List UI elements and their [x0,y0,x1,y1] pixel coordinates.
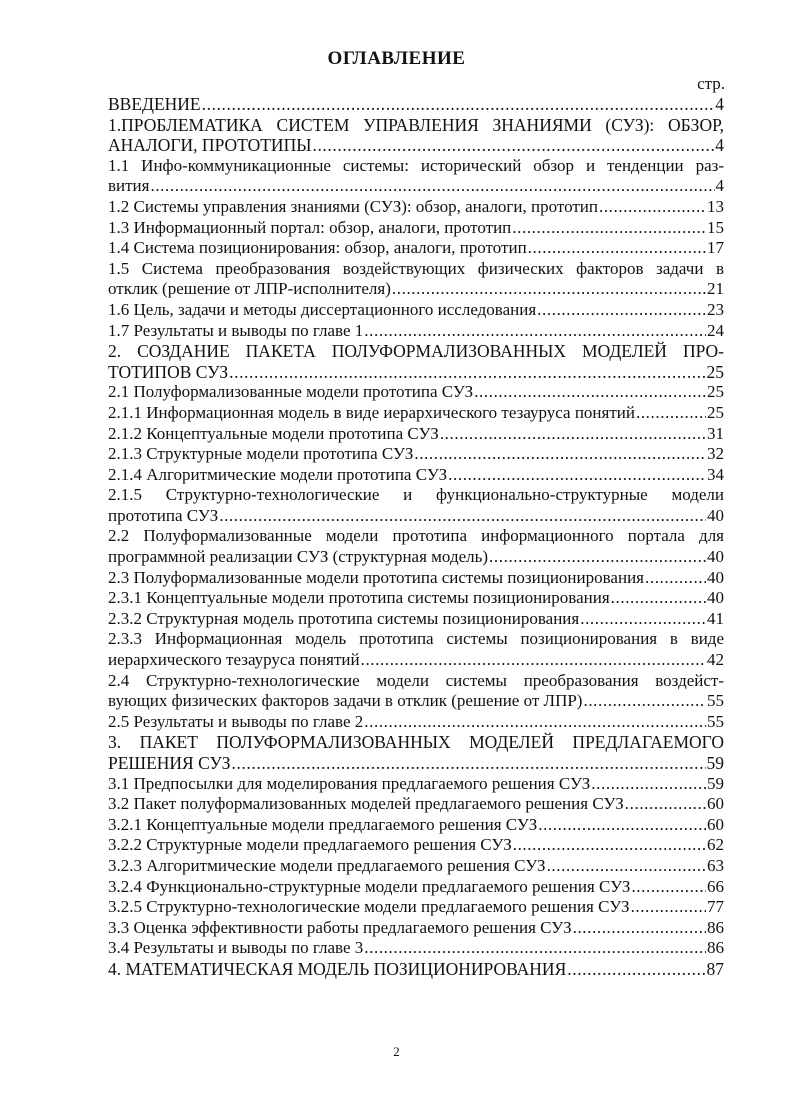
toc-entry[interactable] [108,238,724,259]
toc-entry[interactable] [108,526,724,567]
toc-entry-line [108,609,724,630]
toc-entry[interactable] [108,588,724,609]
toc-entry-line [108,938,724,959]
toc-entry[interactable] [108,877,724,898]
toc-entry-page: 60 [707,794,724,814]
toc-entry-page: 55 [707,691,724,711]
dot-leader [537,300,706,321]
toc-entry-page: 77 [707,897,724,917]
toc-entry-title: отклик (решение от ЛПР-исполнителя) [108,279,391,299]
toc-entry[interactable] [108,732,724,773]
toc-entry[interactable] [108,444,724,465]
toc-entry-title: программной реализации СУЗ (структурная модель) [108,547,489,567]
toc-entry-page: 40 [707,567,724,587]
toc-entry[interactable] [108,897,724,918]
toc-entry-page: 40 [707,505,724,525]
toc-entry[interactable] [108,424,724,445]
toc-entry-line [108,135,724,156]
toc-entry-page: 55 [707,711,724,731]
toc-entry[interactable] [108,712,724,733]
toc-entry[interactable] [108,856,724,877]
dot-leader [573,918,706,939]
toc-entry-page: 32 [707,444,724,464]
toc-entry-line [108,794,724,815]
toc-entry[interactable] [108,918,724,939]
toc-entry-page: 21 [707,279,724,299]
toc-entry-page: 34 [707,464,724,484]
toc-entry[interactable] [108,938,724,959]
toc-entry-page: 25 [706,361,724,382]
toc-entry-line [108,835,724,856]
toc-entry[interactable] [108,321,724,342]
toc-entry-line [108,444,724,465]
dot-leader [547,856,706,877]
toc-entry-title: 1.2 Системы управления знаниями (СУЗ): обзор, аналоги, прототип [108,196,598,216]
toc-entry-line [108,403,724,424]
toc-entry-page: 87 [706,958,724,979]
toc-entry-page: 62 [707,835,724,855]
dot-leader [645,568,706,589]
toc-entry-line [108,238,724,259]
toc-entry-line [108,424,724,445]
toc-entry-title: прототипа СУЗ [108,505,219,525]
toc-entry[interactable] [108,115,724,156]
toc-entry-line [108,94,724,115]
toc-entry-title: 2.1.2 Концептуальные модели прототипа СУЗ [108,423,439,443]
toc-entry-page: 4 [715,135,724,156]
toc-entry-title: 3.2.3 Алгоритмические модели предлагаемого решения СУЗ [108,855,546,875]
toc-entry[interactable] [108,485,724,526]
toc-entry-line [108,176,724,197]
toc-entry-page: 17 [707,238,724,258]
dot-leader [448,465,706,486]
toc-entry-page: 13 [707,196,724,216]
dot-leader [599,197,706,218]
toc-entry-line [108,815,724,836]
toc-entry[interactable] [108,94,724,115]
dot-leader [489,547,706,568]
toc-entry-line [108,197,724,218]
dot-leader [631,877,706,898]
toc-entry-page: 25 [707,402,724,422]
toc-entry[interactable] [108,156,724,197]
dot-leader [219,506,706,527]
toc-entry[interactable] [108,403,724,424]
toc-entry-line [108,712,724,733]
toc-entry-title: 3.1 Предпосылки для моделирования предлагаемого решения СУЗ [108,773,591,793]
dot-leader [474,382,706,403]
toc-entry-page: 63 [707,855,724,875]
toc-entry-title: 3.2.5 Структурно-технологические модели предлагаемого решения СУЗ [108,897,630,917]
toc-entry[interactable] [108,341,724,382]
dot-leader [150,176,714,197]
toc-entry-title-line: 2.4 Структурно-технологические модели системы преобразования воздейст- [108,670,724,690]
dot-leader [583,691,706,712]
toc-entry-title: 3.2 Пакет полуформализованных моделей предлагаемого решения СУЗ [108,794,624,814]
toc-entry-page: 42 [707,650,724,670]
toc-entry-line [108,362,724,383]
toc-entry-line [108,959,724,980]
dot-leader [567,959,705,980]
toc-entry-line [108,218,724,239]
toc-entry[interactable] [108,671,724,712]
toc-entry-title: 2.1.4 Алгоритмические модели прототипа СУЗ [108,464,448,484]
dot-leader [591,774,706,795]
toc-entry-title: 2.5 Результаты и выводы по главе 2 [108,711,364,731]
toc-entry-line [108,382,724,403]
toc-entry-page: 24 [707,320,724,340]
dot-leader [528,238,706,259]
toc-entry-title: 3.2.2 Структурные модели предлагаемого решения СУЗ [108,835,512,855]
toc-entry-page: 25 [707,382,724,402]
toc-entry-page: 66 [707,876,724,896]
toc-entry-line [108,588,724,609]
toc-entry[interactable] [108,259,724,300]
toc-entry-line [108,856,724,877]
toc-entry-title: 2.3 Полуформализованные модели прототипа системы позиционирования [108,567,644,587]
toc-entry[interactable] [108,815,724,836]
dot-leader [414,444,706,465]
dot-leader [440,424,706,445]
toc-entry[interactable] [108,959,724,980]
toc-entry-title: 1.7 Результаты и выводы по главе 1 [108,320,364,340]
toc-entry-title: 2.1 Полуформализованные модели прототипа СУЗ [108,382,474,402]
toc-entry-title: 1.6 Цель, задачи и методы диссертационного исследования [108,299,537,319]
toc-entry[interactable] [108,218,724,239]
toc-entry-title: 2.1.1 Информационная модель в виде иерархического тезауруса понятий [108,402,635,422]
toc-entry[interactable] [108,629,724,670]
toc-entry-title-line: 1.5 Система преобразования воздействующих физических факторов задачи в [108,258,724,278]
toc-entry-page: 86 [707,938,724,958]
toc-entry-page: 59 [707,773,724,793]
toc-entry[interactable] [108,794,724,815]
dot-leader [631,897,706,918]
toc-entry[interactable] [108,465,724,486]
toc-entry-title: вития [108,176,150,196]
page-number: 2 [393,1044,400,1059]
toc-entry-title: РЕШЕНИЯ СУЗ [108,753,231,773]
toc-entry-title: иерархического тезауруса понятий [108,650,360,670]
dot-leader [364,712,706,733]
toc-entry-line [108,918,724,939]
toc-entry[interactable] [108,835,724,856]
toc-entry-title-line: 1.ПРОБЛЕМАТИКА СИСТЕМ УПРАВЛЕНИЯ ЗНАНИЯМИ (СУЗ): ОБЗОР, [108,114,724,135]
toc-entry-page: 60 [707,814,724,834]
toc-entry-line [108,691,724,712]
toc-entry-page: 4 [715,176,724,196]
dot-leader [611,588,706,609]
toc-entry-title: 2.3.2 Структурная модель прототипа системы позиционирования [108,608,580,628]
toc-entry-title: 3.3 Оценка эффективности работы предлагаемого решения СУЗ [108,917,572,937]
toc-entry-line [108,650,724,671]
dot-leader [364,938,706,959]
toc-entry[interactable] [108,609,724,630]
toc-entry-line [108,506,724,527]
toc-entry-page: 23 [707,299,724,319]
toc-entry-line [108,547,724,568]
toc-entry-line [108,568,724,589]
page-title: ОГЛАВЛЕНИЕ [327,48,466,69]
toc-entry-title: 1.3 Информационный портал: обзор, аналоги, прототип [108,217,512,237]
toc-entry-line [108,300,724,321]
toc-entry[interactable] [108,197,724,218]
toc-entry-title: 1.4 Система позиционирования: обзор, аналоги, прототип [108,238,527,258]
dot-leader [512,218,706,239]
dot-leader [312,135,714,156]
dot-leader [229,362,705,383]
toc-entry-page: 86 [707,917,724,937]
toc-entry-page: 31 [707,423,724,443]
dot-leader [625,794,706,815]
toc-entry-title: ТОТИПОВ СУЗ [108,361,229,382]
dot-leader [580,609,706,630]
toc-entry-line [108,279,724,300]
toc-entry-title: 3.2.1 Концептуальные модели предлагаемого решения СУЗ [108,814,538,834]
page-column-label: стр. [697,74,725,93]
toc-entry-line [108,753,724,774]
table-of-contents [108,94,724,980]
toc-entry-title-line: 2.1.5 Структурно-технологические и функционально-структурные модели [108,485,724,505]
toc-entry-title-line: 1.1 Инфо-коммуникационные системы: исторический обзор и тенденции раз- [108,155,724,175]
toc-entry-line [108,877,724,898]
toc-entry[interactable] [108,774,724,795]
toc-entry-line [108,465,724,486]
toc-entry[interactable] [108,300,724,321]
dot-leader [202,94,715,115]
dot-leader [513,835,706,856]
dot-leader [392,279,706,300]
dot-leader [231,753,705,774]
toc-entry-title-line: 2.2 Полуформализованные модели прототипа информационного портала для [108,526,724,546]
toc-entry-title: вующих физических факторов задачи в отклик (решение от ЛПР) [108,691,583,711]
toc-entry-page: 40 [707,588,724,608]
toc-entry-title-line: 3. ПАКЕТ ПОЛУФОРМАЛИЗОВАННЫХ МОДЕЛЕЙ ПРЕДЛАГАЕМОГО [108,732,724,753]
dot-leader [636,403,706,424]
toc-entry-page: 41 [707,608,724,628]
toc-entry-title: 2.1.3 Структурные модели прототипа СУЗ [108,444,414,464]
toc-entry[interactable] [108,382,724,403]
toc-entry-line [108,321,724,342]
toc-entry-title: 4. МАТЕМАТИЧЕСКАЯ МОДЕЛЬ ПОЗИЦИОНИРОВАНИЯ [108,958,567,979]
toc-entry-page: 59 [706,753,724,773]
toc-entry-title: 3.4 Результаты и выводы по главе 3 [108,938,364,958]
dot-leader [538,815,706,836]
toc-entry-title-line: 2. СОЗДАНИЕ ПАКЕТА ПОЛУФОРМАЛИЗОВАННЫХ МОДЕЛЕЙ ПРО- [108,341,724,362]
toc-entry-title: 3.2.4 Функционально-структурные модели предлагаемого решения СУЗ [108,876,631,896]
toc-entry-page: 4 [715,94,724,114]
toc-entry-title: ВВЕДЕНИЕ [108,94,201,114]
toc-entry-title: 2.3.1 Концептуальные модели прототипа системы позиционирования [108,588,610,608]
toc-entry-page: 15 [707,217,724,237]
toc-entry-line [108,774,724,795]
toc-entry-title-line: 2.3.3 Информационная модель прототипа системы позиционирования в виде [108,629,724,649]
toc-entry[interactable] [108,568,724,589]
toc-entry-title: АНАЛОГИ, ПРОТОТИПЫ [108,135,312,156]
toc-entry-page: 40 [707,547,724,567]
toc-entry-line [108,897,724,918]
dot-leader [361,650,706,671]
dot-leader [364,321,706,342]
